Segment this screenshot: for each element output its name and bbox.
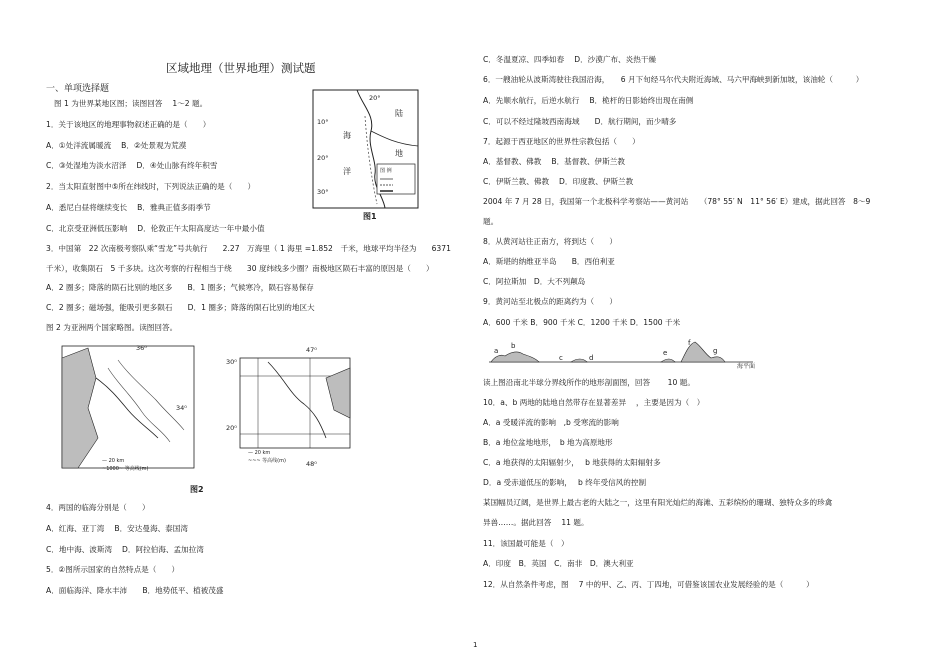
contour-label: ~1000~ 等高线(m) <box>102 466 149 472</box>
question-line: 11．该国最可能是（ ） <box>483 539 569 548</box>
answer-line: A．a 受暖洋流的影响 ,b 受寒流的影响 <box>483 418 619 427</box>
terrain-profile <box>485 336 785 372</box>
lat-label: 36⁰ <box>136 344 147 352</box>
scale-label: — 20 km <box>102 458 125 464</box>
figure-caption: 图2 <box>190 485 204 494</box>
question-line: 10．a、b 两地的陆地自然带存在显著差异 ，主要是因为（ ） <box>483 398 705 407</box>
answer-line: C．地中海、波斯湾 D．阿拉伯海、孟加拉湾 <box>46 545 204 554</box>
profile-label: e <box>663 349 668 357</box>
figure-2-map <box>58 338 358 498</box>
answer-line: C．2 圈多；磁场强，能吸引更多陨石 D．1 圈多；降落的陨石比别的地区大 <box>46 303 315 312</box>
region-label: 海 <box>343 131 351 140</box>
lon-label: 48⁰ <box>306 460 317 468</box>
lat-label: 20° <box>317 154 329 162</box>
question-line: 3．中国第 22 次南极考察队乘“雪龙”号共航行 2.27 万海里（ 1 海里 =1.852 千米，地球平均半径为 6371 <box>46 244 451 253</box>
answer-line: C．阿拉斯加 D．大不列颠岛 <box>483 277 586 286</box>
answer-line: A．①处洋流属暖流 B．②处景观为荒漠 <box>46 141 187 150</box>
question-line: 9．黄河站至北极点的距离约为（ ） <box>483 297 617 306</box>
lat-label: 20⁰ <box>226 424 237 432</box>
region-label: 地 <box>395 149 403 158</box>
answer-line: C．可以不经过隆坡西南海域 D．航行期间，而少晴多 <box>483 117 677 126</box>
answer-line: A．悉尼白昼将继续变长 B．雅典正值多雨季节 <box>46 203 211 212</box>
answer-line: C．北京受亚洲低压影响 D．伦敦正午太阳高度达一年中最小值 <box>46 224 265 233</box>
profile-label: f <box>688 339 691 347</box>
answer-line: C．冬温夏凉、四季如春 D．沙漠广布、炎热干燥 <box>483 55 657 64</box>
question-line: 图 2 为亚洲两个国家略图。读图回答。 <box>46 323 178 332</box>
answer-line: C．③处湿地为淡水沼泽 D．④处山脉有终年积雪 <box>46 161 218 170</box>
lat-label: 34⁰ <box>176 404 187 412</box>
answer-line: A．600 千米 B．900 千米 C．1200 千米 D．1500 千米 <box>483 318 681 327</box>
answer-line: C．a 地获得的太阳辐射少， b 地获得的太阳辐射多 <box>483 458 661 467</box>
lat-label: 10° <box>317 118 329 126</box>
question-line: 8．从黄河站往正南方，将到达（ ） <box>483 237 617 246</box>
contour-label: ~~~ 等高线(m) <box>248 458 286 464</box>
lat-label: 30⁰ <box>226 358 237 366</box>
region-label: 洋 <box>343 167 351 176</box>
sea-level-label: 海平面 <box>737 363 756 370</box>
question-line: 4．两国的临海分别是（ ） <box>46 503 150 512</box>
profile-label: b <box>511 342 516 350</box>
legend-title: 图 例 <box>380 168 392 174</box>
question-line: 图 1 为世界某地区图；读图回答 1～2 题。 <box>54 99 208 108</box>
passage-line: 异兽……。据此回答 11 题。 <box>483 518 589 527</box>
profile-label: c <box>559 354 563 362</box>
answer-line: A．红海、亚丁湾 B．安达曼海、泰国湾 <box>46 524 188 533</box>
passage-line: 某国幅员辽阔，是世界上最古老的大陆之一，这里有阳光灿烂的海滩、五彩缤纷的珊瑚、独特众多的珍禽 <box>483 498 833 507</box>
section-heading: 一、单项选择题 <box>46 84 110 94</box>
question-line: 12．从自然条件考虑，图 7 中的甲、乙、丙、丁四地，可借鉴该国农业发展经验的是（ ） <box>483 580 814 589</box>
question-line: 2004 年 7 月 28 日，我国第一个北极科学考察站——黄河站 （78° 55′ N 11° 56′ E）建成，据此回答 8～9 <box>483 197 871 206</box>
question-line: 1．关于该地区的地理事物叙述正确的是（ ） <box>46 120 211 129</box>
question-line: 5．②图所示国家的自然特点是（ ） <box>46 565 180 574</box>
profile-label: a <box>494 347 499 355</box>
question-line: 读上图沿南北半球分界线所作的地形剖面图，回答 10 题。 <box>483 378 695 387</box>
lat-label: 20° <box>369 94 381 102</box>
figure-1-map <box>305 86 470 221</box>
answer-line: A．面临海洋、降水丰沛 B．地势低平、植被茂盛 <box>46 586 224 595</box>
question-line: 7．起源于西亚地区的世界性宗教包括（ ） <box>483 137 640 146</box>
answer-line: A．斯堪的纳维亚半岛 B．西伯利亚 <box>483 257 615 266</box>
page-number: 1 <box>473 641 478 649</box>
profile-label: d <box>589 354 594 362</box>
answer-line: A．2 圈多；降落的陨石比别的地区多 B．1 圈多；气候寒冷，陨石容易保存 <box>46 283 314 292</box>
answer-line: A．先顺水航行，后逆水航行 B．桅杆的日影始终出现在南侧 <box>483 96 694 105</box>
question-line: 6．一艘油轮从波斯湾驶往我国沿海， 6 月下旬经马尔代夫附近海域、马六甲海峡到新加坡，该油轮（ ） <box>483 75 864 84</box>
answer-line: D．a 受赤道低压的影响， b 终年受信风的控制 <box>483 478 647 487</box>
lat-label: 30° <box>317 188 329 196</box>
answer-line: C．伊斯兰教、佛教 D．印度教、伊斯兰教 <box>483 177 634 186</box>
question-line: 千米），收集陨石 5 千多块。这次考察的行程相当于绕 30 度纬线多少圈？南极地区陨石丰富的原因是（ ） <box>46 264 434 273</box>
profile-label: g <box>713 347 718 355</box>
question-line: 题。 <box>483 217 499 226</box>
answer-line: A．基督教、佛教 B．基督教、伊斯兰教 <box>483 157 625 166</box>
region-label: 陆 <box>395 109 403 118</box>
scale-label: — 20 km <box>248 450 271 456</box>
document-title: 区域地理（世界地理）测试题 <box>166 61 316 75</box>
figure-caption: 图1 <box>363 212 377 221</box>
question-line: 2．当太阳直射图中⑤所在纬线时，下列说法正确的是（ ） <box>46 182 256 191</box>
lon-label: 47⁰ <box>306 346 317 354</box>
answer-line: B．a 地位盆地地形， b 地为高原地形 <box>483 438 613 447</box>
answer-line: A．印度 B．英国 C．南非 D．澳大利亚 <box>483 559 634 568</box>
